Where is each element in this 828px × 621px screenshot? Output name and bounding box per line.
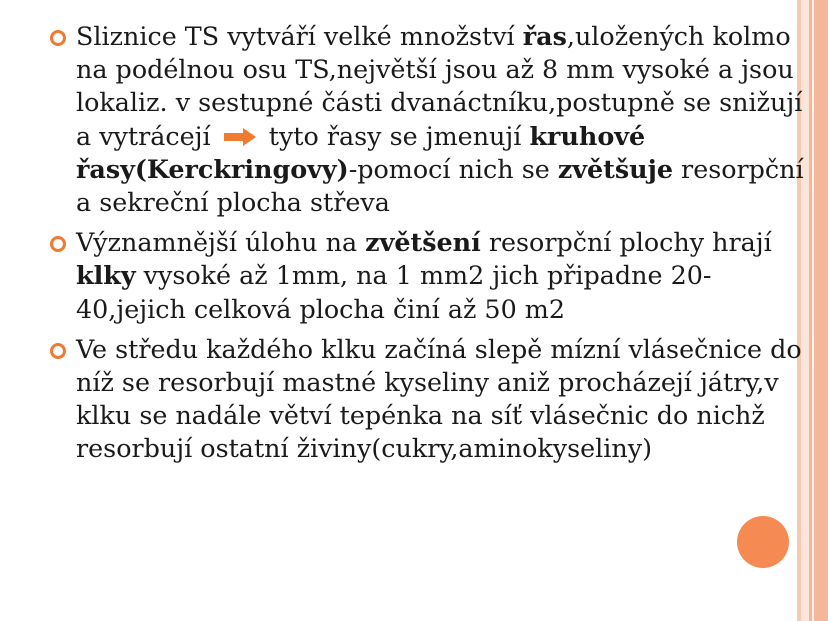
bullet-item: Významnější úlohu na zvětšení resorpční plochy hrají klky vysoké až 1mm, na 1 mm2 jich připadne 20-40,jejich celková plocha činí až 50 m2	[48, 226, 808, 326]
bullet-item: Sliznice TS vytváří velké množství řas,uložených kolmo na podélnou osu TS,největší jsou až 8 mm vysoké a jsou lokaliz. v sestupné části dvanáctníku,postupně se snižují a vytrácejí tyto řasy se jmenují kruhové řasy(Kerckringovy)-pomocí nich se zvětšuje resorpční a sekreční plocha střeva	[48, 20, 808, 219]
bullet-item: Ve středu každého klku začíná slepě mízní vlásečnice do níž se resorbují mastné kyseliny aniž procházejí játry,v klku se nadále větví tepénka na síť vlásečnic do nichž resorbují ostatní živiny(cukry,aminokyseliny)	[48, 333, 808, 466]
slide-content	[48, 20, 808, 473]
bullet-ring-icon	[50, 236, 66, 252]
bullet-ring-icon	[50, 30, 66, 46]
bullet-ring-icon	[50, 343, 66, 359]
right-arrow-icon	[223, 127, 257, 147]
decor-circle	[737, 516, 789, 568]
decor-stripe	[812, 0, 814, 621]
